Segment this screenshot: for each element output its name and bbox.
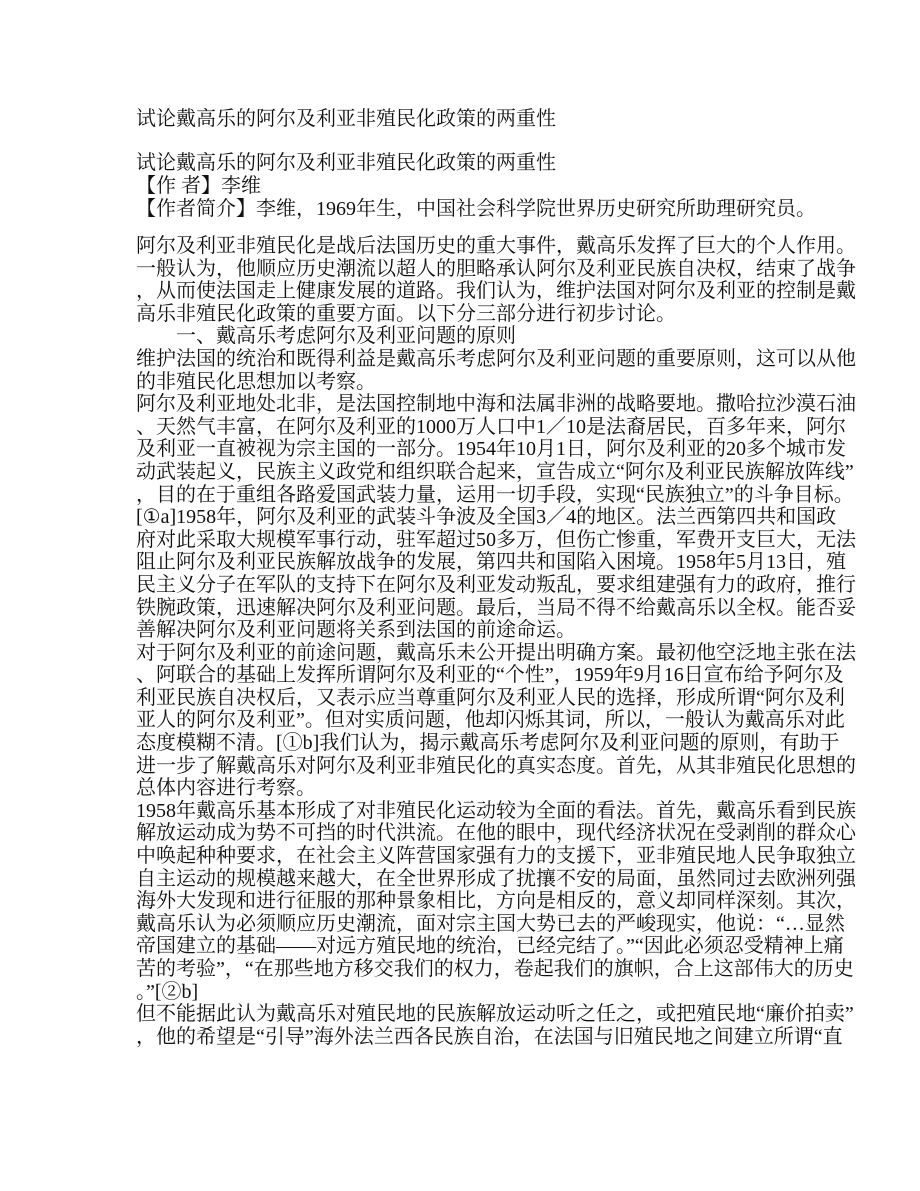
article-title: 试论戴高乐的阿尔及利亚非殖民化政策的两重性: [136, 152, 556, 174]
body-text-line: 但不能据此认为戴高乐对殖民地的民族解放运动听之任之，或把殖民地“廉价拍卖”: [136, 1003, 854, 1026]
body-text-line: 。”[②b]: [136, 980, 199, 1003]
body-text-line: 苦的考验”，“在那些地方移交我们的权力，卷起我们的旗帜，合上这部伟大的历史: [136, 958, 854, 980]
article-body: [136, 235, 856, 1048]
body-text-line: 铁腕政策，迅速解决阿尔及利亚问题。最后，当局不得不给戴高乐以全权。能否妥: [136, 596, 856, 619]
body-text-line: 解放运动成为势不可挡的时代洪流。在他的眼中，现代经济状况在受剥削的群众心: [136, 822, 856, 845]
body-text-line: 阿尔及利亚非殖民化是战后法国历史的重大事件，戴高乐发挥了巨大的个人作用。: [136, 235, 856, 257]
body-text-line: 、天然气丰富，在阿尔及利亚的1000万人口中1／10是法裔居民，百多年来，阿尔: [136, 415, 846, 438]
body-text-line: 高乐非殖民化政策的重要方面。以下分三部分进行初步讨论。: [136, 302, 676, 325]
body-text-line: 帝国建立的基础——对远方殖民地的统治，已经完结了。”“因此必须忍受精神上痛: [136, 935, 844, 958]
body-text-line: ，从而使法国走上健康发展的道路。我们认为，维护法国对阿尔及利亚的控制是戴: [136, 280, 856, 303]
body-text-line: 自主运动的规模越来越大，在全世界形成了扰攘不安的局面，虽然同过去欧洲列强: [136, 867, 856, 890]
body-text-line: 戴高乐认为必须顺应历史潮流，面对宗主国大势已去的严峻现实，他说：“…显然: [136, 912, 845, 935]
body-text-line: ，目的在于重组各路爱国武装力量，运用一切手段，实现“民族独立”的斗争目标。: [136, 483, 854, 506]
body-text-line: 总体内容进行考察。: [136, 777, 316, 800]
body-text-line: 进一步了解戴高乐对阿尔及利亚非殖民化的真实态度。首先，从其非殖民化思想的: [136, 754, 856, 777]
body-text-line: [①a]1958年，阿尔及利亚的武装斗争波及全国3／4的地区。法兰西第四共和国政: [136, 506, 837, 529]
body-text-line: 1958年戴高乐基本形成了对非殖民化运动较为全面的看法。首先，戴高乐看到民族: [136, 799, 856, 822]
body-text-line: 阿尔及利亚地处北非，是法国控制地中海和法属非洲的战略要地。撒哈拉沙漠石油: [136, 393, 856, 416]
body-text-line: 阻止阿尔及利亚民族解放战争的发展，第四共和国陷入困境。1958年5月13日，殖: [136, 551, 846, 574]
body-text-line: 府对此采取大规模军事行动，驻军超过50多万，但伤亡惨重，军费开支巨大，无法: [136, 528, 856, 551]
body-text-line: 善解决阿尔及利亚问题将关系到法国的前途命运。: [136, 619, 576, 642]
body-text-line: 一般认为，他顺应历史潮流以超人的胆略承认阿尔及利亚民族自决权，结束了战争: [136, 257, 856, 280]
body-text-line: 一、戴高乐考虑阿尔及利亚问题的原则: [136, 325, 516, 348]
body-text-line: 态度模糊不清。[①b]我们认为，揭示戴高乐考虑阿尔及利亚问题的原则，有助于: [136, 732, 840, 755]
body-text-line: 动武装起义，民族主义政党和组织联合起来，宣告成立“阿尔及利亚民族解放阵线”: [136, 460, 854, 483]
body-text-line: ，他的希望是“引导”海外法兰西各民族自治，在法国与旧殖民地之间建立所谓“直: [136, 1025, 843, 1048]
body-text-line: 对于阿尔及利亚的前途问题，戴高乐未公开提出明确方案。最初他空泛地主张在法: [136, 641, 856, 664]
author-line: 【作 者】李维: [136, 175, 261, 197]
body-text-line: 的非殖民化思想加以考察。: [136, 370, 376, 393]
body-text-line: 利亚民族自决权后，又表示应当尊重阿尔及利亚人民的选择，形成所谓“阿尔及利: [136, 686, 845, 709]
body-text-line: 维护法国的统治和既得利益是戴高乐考虑阿尔及利亚问题的重要原则，这可以从他: [136, 347, 856, 370]
body-text-line: 海外大发现和进行征服的那种景象相比，方向是相反的，意义却同样深刻。其次，: [136, 890, 856, 913]
document-title: 试论戴高乐的阿尔及利亚非殖民化政策的两重性: [136, 108, 556, 130]
body-text-line: 民主义分子在军队的支持下在阿尔及利亚发动叛乱，要求组建强有力的政府，推行: [136, 573, 856, 596]
body-text-line: 亚人的阿尔及利亚”。但对实质问题，他却闪烁其词，所以，一般认为戴高乐对此: [136, 709, 845, 732]
body-text-line: 、阿联合的基础上发挥所谓阿尔及利亚的“个性”，1959年9月16日宣布给予阿尔及: [136, 664, 844, 687]
body-text-line: 及利亚一直被视为宗主国的一部分。1954年10月1日，阿尔及利亚的20多个城市发: [136, 438, 846, 461]
author-bio: 【作者简介】李维，1969年生，中国社会科学院世界历史研究所助理研究员。: [136, 198, 816, 220]
body-text-line: 中唤起种种要求，在社会主义阵营国家强有力的支援下，亚非殖民地人民争取独立: [136, 845, 856, 868]
